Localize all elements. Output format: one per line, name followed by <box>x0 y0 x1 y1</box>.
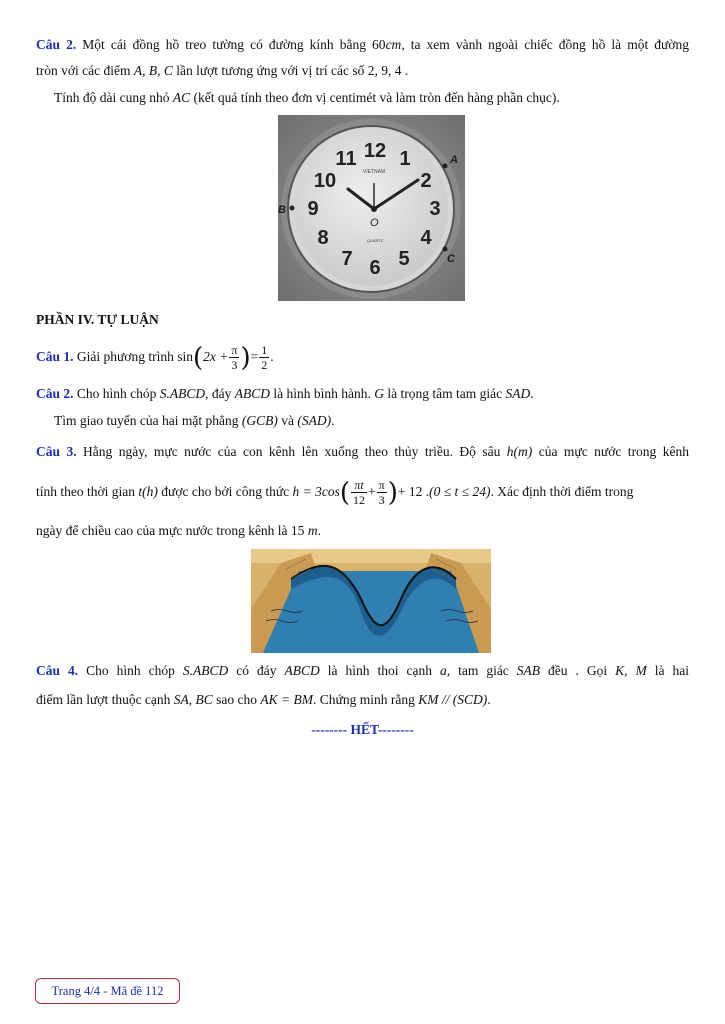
p4q3-line2 <box>36 474 689 510</box>
p4q2-line2-text: và <box>277 413 298 428</box>
p4q4-line1 <box>36 662 689 680</box>
clock-brand: VIETNAM <box>362 169 386 175</box>
fraction-1-2 <box>259 343 269 372</box>
fraction-pi-3 <box>377 478 387 507</box>
plane-gcb: (GCB) <box>241 413 278 428</box>
frac-num: 1 <box>261 343 268 358</box>
point-b <box>290 206 295 211</box>
formula-plus: + <box>368 484 376 499</box>
p4q4-pyramid: S.ABCD <box>182 663 229 678</box>
label-a: A <box>450 154 458 166</box>
p4q3-hm: h(m) <box>506 444 533 459</box>
q2-line3 <box>54 89 689 107</box>
q2-points: A, B, C <box>133 63 173 78</box>
plane-sad: (SAD) <box>297 413 332 428</box>
clock-center <box>371 206 377 212</box>
q2-arc: AC <box>172 90 191 105</box>
p4q3-line3 <box>36 522 689 540</box>
clock-number: 2 <box>420 170 432 192</box>
p4q4-line2-text: điểm lần lượt thuộc cạnh <box>36 692 174 707</box>
p4q2-triangle: SAD <box>505 386 531 401</box>
clock-quartz: QUARTZ <box>366 238 384 243</box>
clock-image <box>278 115 465 301</box>
q2-line2-rest: lần lượt tương ứng với vị trí các số 2, 9, 4 . <box>172 63 409 78</box>
p4q2-text: là hình bình hành. <box>270 386 375 401</box>
q2-text-rest: , ta xem vành ngoài chiếc đồng hồ là một đường <box>401 37 689 52</box>
eq-inner: 2x + <box>203 349 229 364</box>
p4q4-text: có đáy <box>228 663 285 678</box>
p4q4-line2-text: sao cho <box>212 692 261 707</box>
frac-num: π <box>231 343 238 358</box>
paren-open: ( <box>192 342 204 373</box>
clock-number: 1 <box>399 148 411 170</box>
section-title: PHẦN IV. TỰ LUẬN <box>36 312 159 327</box>
p4q2-text: . <box>530 386 534 401</box>
p4q4-text: Cho hình chóp <box>78 663 183 678</box>
clock-number: 12 <box>363 140 387 162</box>
label-o: O <box>370 217 379 229</box>
p4q4-line2-text: . Chứng minh rằng <box>313 692 419 707</box>
p4q2-line2-text: . <box>331 413 335 428</box>
question-label: Câu 2. <box>36 386 74 401</box>
formula-tail: + 12 . <box>397 484 430 499</box>
point-a <box>443 164 448 169</box>
p4q2-g: G <box>374 386 385 401</box>
p4q3-line2-text: . Xác định thời điểm trong <box>490 484 634 499</box>
q2-line2 <box>36 62 689 80</box>
formula-lhs: h = 3cos <box>292 484 340 499</box>
clock-number: 4 <box>420 227 432 249</box>
clock-number: 7 <box>341 248 353 270</box>
p4q2-text: , đáy <box>205 386 235 401</box>
p4q4-base: ABCD <box>284 663 320 678</box>
clock-number: 11 <box>335 148 357 170</box>
p4q3-line3-text: . <box>317 523 321 538</box>
p4q3-line2-text: được cho bởi công thức <box>157 484 293 499</box>
ground-top <box>251 549 491 563</box>
p4q4-eq: AK = BM <box>260 692 314 707</box>
eq-sin: sin <box>177 349 193 364</box>
p4q4-sab: SAB <box>516 663 541 678</box>
frac-num: πt <box>351 478 367 493</box>
p4q3-th: t(h) <box>138 484 158 499</box>
p4q2-line2 <box>54 412 689 430</box>
frac-den: 3 <box>378 493 385 508</box>
label-c: C <box>447 253 455 265</box>
paren-close: ) <box>387 477 398 508</box>
paren-open: ( <box>339 477 351 508</box>
frac-den: 2 <box>261 358 268 373</box>
question-label: Câu 4. <box>36 663 79 678</box>
p4q3-line1 <box>36 443 689 461</box>
p4q3-line2-text: tính theo thời gian <box>36 484 139 499</box>
p4q2-text: là trọng tâm tam giác <box>384 386 506 401</box>
p4q1-text: Giải phương trình <box>73 349 178 364</box>
p4q3-unit: m <box>307 523 318 538</box>
clock-number: 3 <box>429 198 441 220</box>
p4q4-parallel: KM // (SCD) <box>418 692 488 707</box>
q2-line3-text: Tính độ dài cung nhỏ <box>54 90 173 105</box>
clock-number: 8 <box>317 227 329 249</box>
p4q4-text: đều . Gọi <box>540 663 616 678</box>
q2-line2-text: tròn với các điểm <box>36 63 134 78</box>
question-label: Câu 1. <box>36 349 74 364</box>
p4q3-text: Hằng ngày, mực nước của con kênh lên xuống theo thủy triều. Độ sâu <box>76 444 507 459</box>
eq-end: . <box>270 349 274 364</box>
frac-num: π <box>378 478 385 493</box>
paren-close: ) <box>240 342 251 373</box>
p4q4-a: a <box>439 663 447 678</box>
p4q4-line2-text: . <box>487 692 491 707</box>
p4q3-line3-text: ngày để chiều cao của mực nước trong kênh là 15 <box>36 523 308 538</box>
end-mark: -------- HẾT-------- <box>311 722 414 737</box>
p4q2-line2-text: Tìm giao tuyến của hai mặt phẳng <box>54 413 242 428</box>
question-label: Câu 2. <box>36 37 77 52</box>
p4q1-line <box>36 340 689 374</box>
clock-number: 5 <box>398 248 410 270</box>
eq-equals: = <box>250 349 259 364</box>
clock-number: 9 <box>307 198 319 220</box>
q2-text: Một cái đồng hồ treo tường có đường kính bằng 60 <box>76 37 386 52</box>
p4q2-line1 <box>36 385 689 403</box>
clock-number: 6 <box>369 257 381 279</box>
clock-number: 10 <box>313 170 337 192</box>
formula-range: (0 ≤ t ≤ 24) <box>429 484 491 499</box>
q2-line1 <box>36 36 689 54</box>
page-footer: Trang 4/4 - Mã đề 112 <box>35 978 180 1004</box>
q2-line3-rest: (kết quả tính theo đơn vị centimét và làm tròn đến hàng phần chục). <box>190 90 560 105</box>
frac-den: 3 <box>231 358 238 373</box>
p4q4-km: K, M <box>615 663 647 678</box>
point-c <box>443 247 448 252</box>
fraction-pit-12 <box>351 478 367 507</box>
label-b: B <box>278 204 286 216</box>
question-label: Câu 3. <box>36 444 77 459</box>
q2-unit: cm <box>385 37 402 52</box>
canal-illustration <box>251 549 491 653</box>
p4q4-text: , tam giác <box>446 663 517 678</box>
p4q4-edges: SA, BC <box>173 692 213 707</box>
p4q4-line2 <box>36 691 689 709</box>
p4q2-base: ABCD <box>234 386 271 401</box>
p4q2-pyramid: S.ABCD <box>159 386 206 401</box>
p4q4-text: là hai <box>646 663 690 678</box>
fraction-pi-3 <box>229 343 239 372</box>
p4q3-text: của mực nước trong kênh <box>532 444 689 459</box>
p4q4-text: là hình thoi cạnh <box>319 663 440 678</box>
p4q2-text: Cho hình chóp <box>73 386 160 401</box>
frac-den: 12 <box>353 493 366 508</box>
